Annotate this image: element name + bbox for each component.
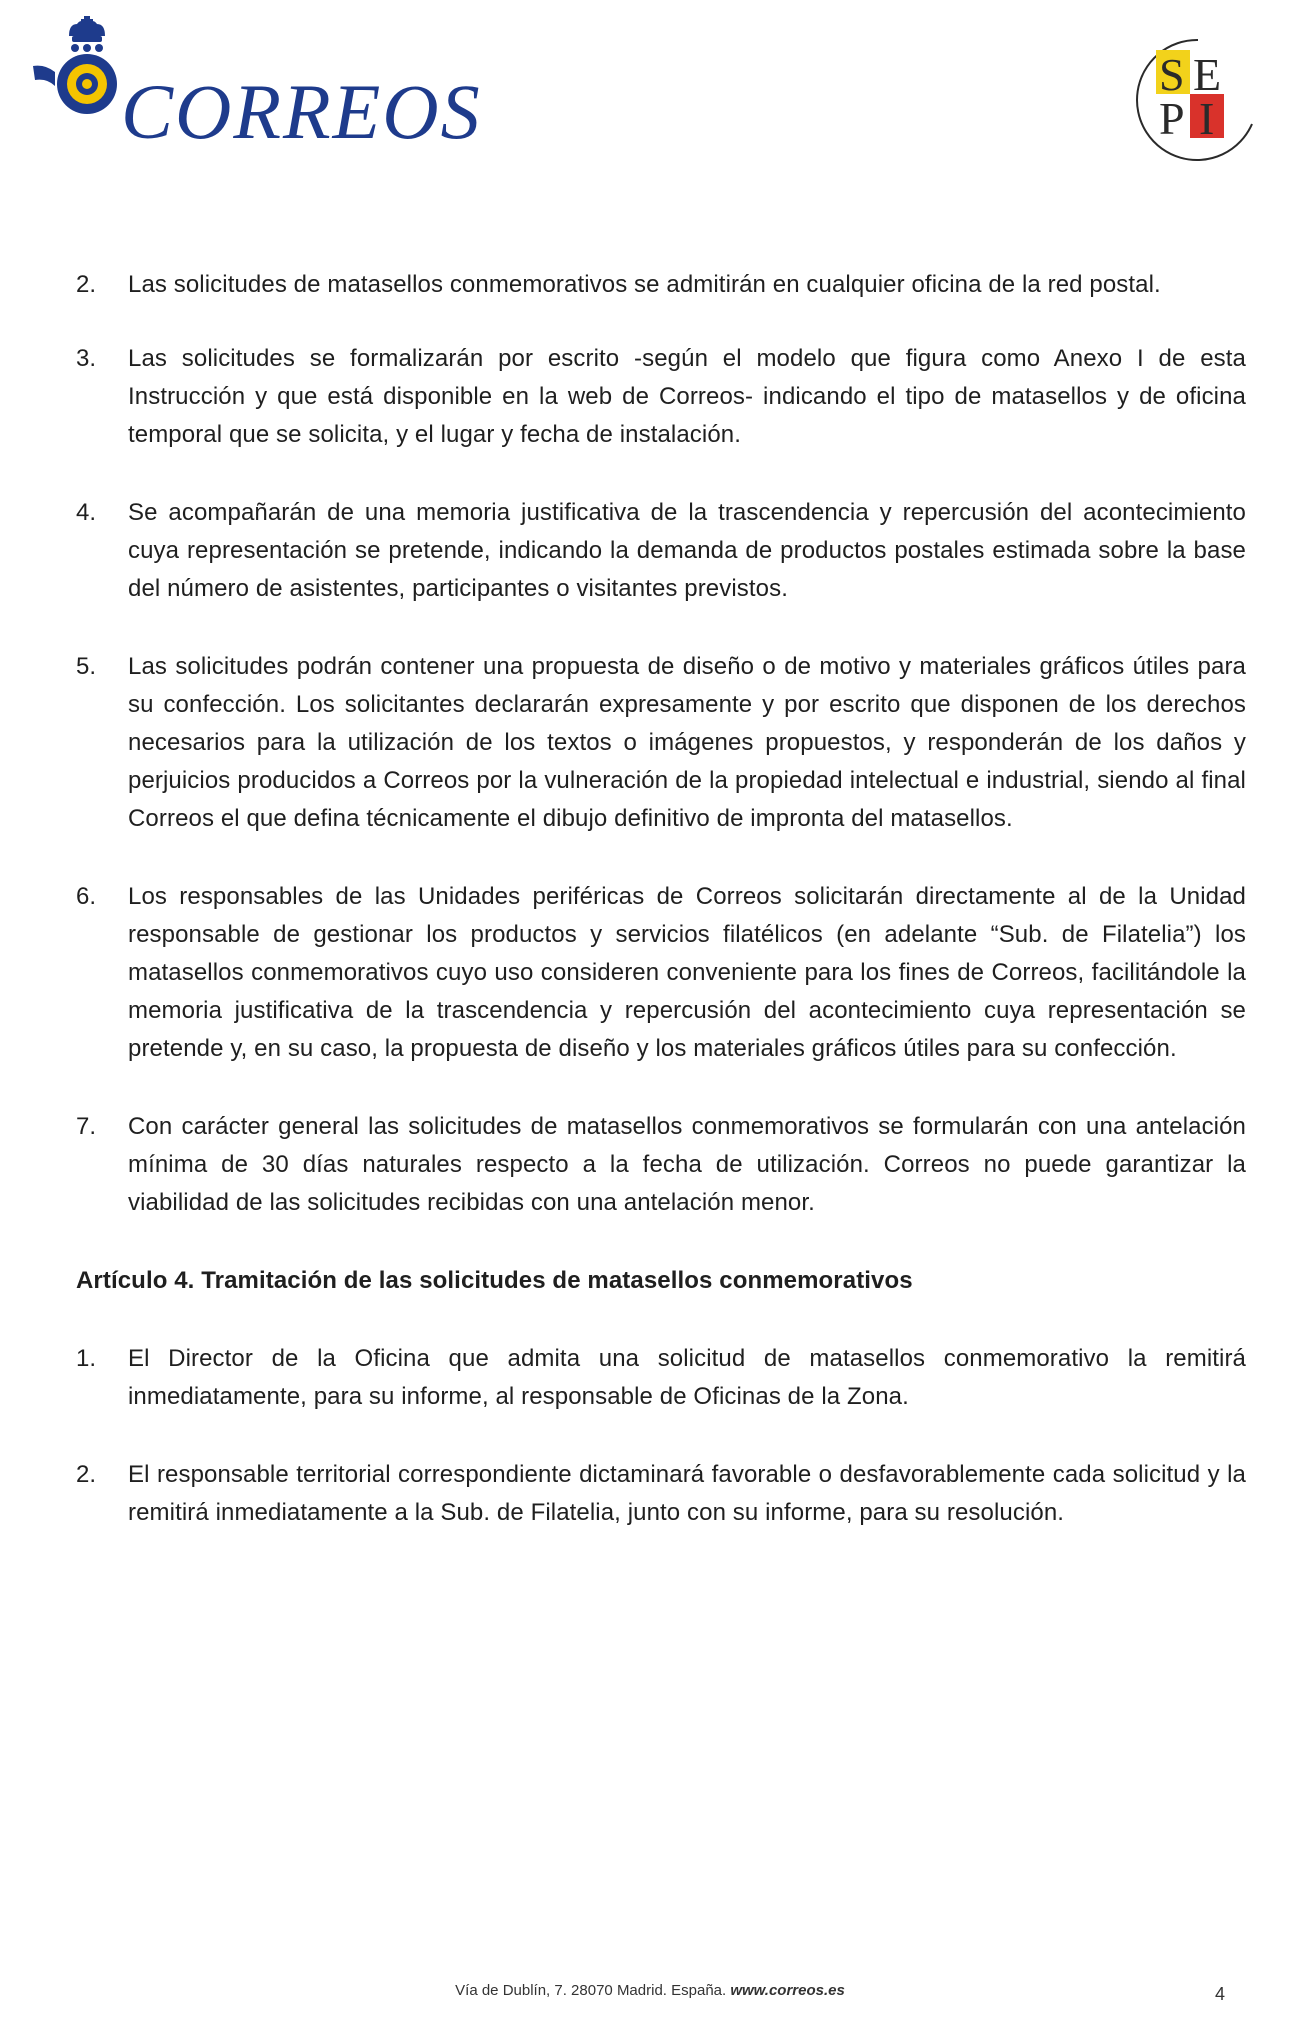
list-number: 4.: [76, 499, 97, 526]
list-number: 3.: [76, 345, 97, 372]
list-text: El Director de la Oficina que admita una solicitud de matasellos conmemorativo la remitirá inmediatamente, para su informe, al responsable de Oficinas de la Zona.: [128, 1345, 1246, 1410]
list-number: 5.: [76, 653, 97, 680]
list-item: [76, 1456, 1246, 1532]
list-text: Las solicitudes se formalizarán por escrito -según el modelo que figura como Anexo I de esta Instrucción y que está disponible en la web de Correos- indicando el tipo de matasellos y de oficina temporal que se solicita, y el lugar y fecha de instalación.: [128, 345, 1246, 448]
sepi-letter-p: P: [1159, 93, 1185, 144]
list-number: 2.: [76, 271, 97, 298]
sepi-letter-s: S: [1159, 49, 1185, 100]
list-number: 1.: [76, 1345, 97, 1372]
page-footer: [0, 1982, 1300, 2006]
list-number: 2.: [76, 1461, 97, 1488]
sepi-letter-i: I: [1199, 93, 1215, 144]
list-item: [76, 878, 1246, 1068]
list-text: Con carácter general las solicitudes de matasellos conmemorativos se formularán con una antelación mínima de 30 días naturales respecto a la fecha de utilización. Correos no puede garantizar la viabilidad de las solicitudes recibidas con una antelación menor.: [128, 1113, 1246, 1216]
list-item: [76, 1108, 1246, 1222]
list-text: Se acompañarán de una memoria justificativa de la trascendencia y repercusión del acontecimiento cuya representación se pretende, indicando la demanda de productos postales estimada sobre la base del número de asistentes, participantes o visitantes previstos.: [128, 499, 1246, 602]
sepi-logo: [1128, 32, 1268, 162]
correos-wordmark: CORREOS: [121, 68, 482, 155]
list-item: [76, 1340, 1246, 1416]
sepi-letter-e: E: [1193, 49, 1222, 100]
list-text: Las solicitudes podrán contener una propuesta de diseño o de motivo y materiales gráficos útiles para su confección. Los solicitantes declararán expresamente y por escrito que disponen de los derechos necesarios para la utilización de los textos o imágenes propuestos, y responderán de los daños y perjuicios producidos a Correos por la vulneración de la propiedad intelectual e industrial, siendo al final Correos el que defina técnicamente el dibujo definitivo de impronta del matasellos.: [128, 653, 1246, 832]
correos-logo: [25, 16, 482, 156]
post-horn-icon: [33, 54, 117, 114]
list-text: Los responsables de las Unidades periféricas de Correos solicitarán directamente al de la Unidad responsable de gestionar los productos y servicios filatélicos (en adelante “Sub. de Filatelia”) los matasellos conmemorativos cuyo uso consideren conveniente para los fines de Correos, facilitándole la memoria justificativa de la trascendencia y repercusión del acontecimiento cuya representación se pretende y, en su caso, la propuesta de diseño y los materiales gráficos útiles para su confección.: [128, 883, 1246, 1062]
document-body: [76, 266, 1246, 1532]
footer-address-line: [0, 1982, 1300, 1999]
article-heading: Artículo 4. Tramitación de las solicitudes de matasellos conmemorativos: [76, 1267, 913, 1294]
list-text: Las solicitudes de matasellos conmemorativos se admitirán en cualquier oficina de la red postal.: [128, 271, 1161, 298]
footer-address: Vía de Dublín, 7. 28070 Madrid. España.: [455, 1982, 727, 1999]
list-number: 6.: [76, 883, 97, 910]
list-item: [76, 340, 1246, 454]
list-number: 7.: [76, 1113, 97, 1140]
list-item: [76, 494, 1246, 608]
list-item: [76, 648, 1246, 838]
list-item: [76, 266, 1246, 304]
footer-website-link[interactable]: www.correos.es: [730, 1982, 845, 1999]
list-text: El responsable territorial correspondiente dictaminará favorable o desfavorablemente cada solicitud y la remitirá inmediatamente a la Sub. de Filatelia, junto con su informe, para su resolución.: [128, 1461, 1246, 1526]
page-number: 4: [1215, 1984, 1226, 2004]
crown-icon: [69, 16, 105, 52]
